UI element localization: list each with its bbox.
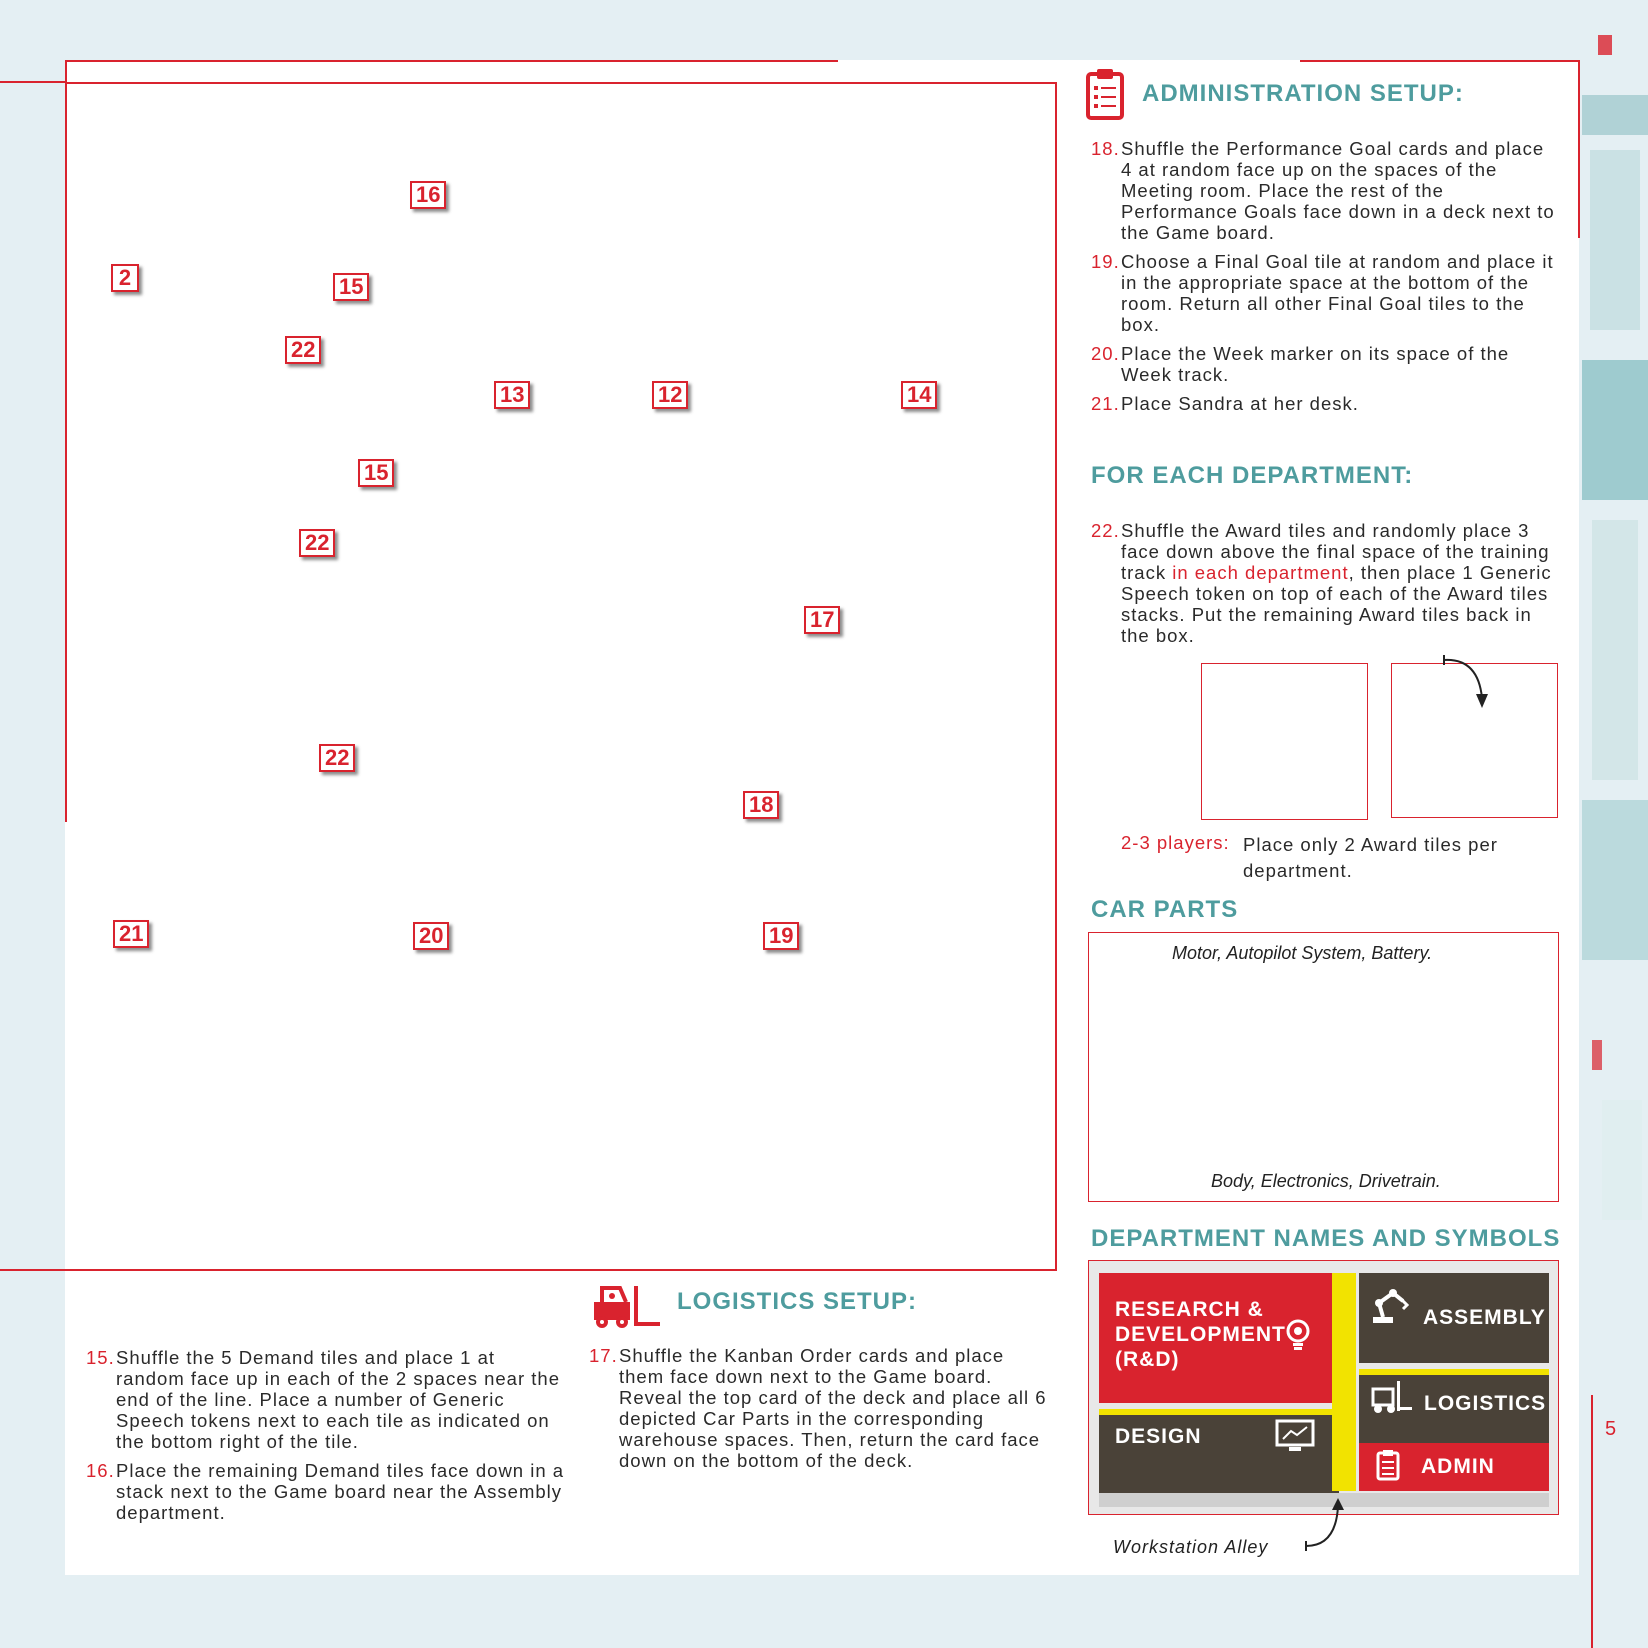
admin-steps xyxy=(1091,138,1561,422)
car-parts-image xyxy=(1088,932,1559,1202)
marker-14: 14 xyxy=(901,381,937,409)
step-16: 16. Place the remaining Demand tiles face down in a stack next to the Game board near the Assembly department. xyxy=(86,1460,565,1523)
admin-heading: ADMINISTRATION SETUP: xyxy=(1142,80,1464,107)
clipboard-small-icon xyxy=(1376,1449,1400,1481)
lightbulb-gear-icon xyxy=(1285,1319,1311,1351)
marker-15b: 15 xyxy=(358,459,394,487)
step-15: 15. Shuffle the 5 Demand tiles and place 1 at random face up in each of the 2 spaces near the end of the line. Place a number of Generic Speech tokens next to each tile as indicated on the bottom right of the tile. xyxy=(86,1347,560,1452)
marker-13: 13 xyxy=(494,381,530,409)
award-placement-image-left xyxy=(1201,663,1368,820)
marker-21: 21 xyxy=(113,920,149,948)
design-label: DESIGN xyxy=(1115,1425,1202,1448)
marker-16: 16 xyxy=(410,181,446,209)
demand-steps xyxy=(86,1347,566,1531)
car-parts-top-caption: Motor, Autopilot System, Battery. xyxy=(1172,943,1433,963)
marker-2: 2 xyxy=(111,264,139,292)
page-number: 5 xyxy=(1605,1418,1617,1440)
car-parts-bottom-caption: Body, Electronics, Drivetrain. xyxy=(1211,1171,1441,1191)
step-18: 18. Shuffle the Performance Goal cards and place 4 at random face up on the spaces of the Meeting room. Place the rest of the Performance Goals face down in a deck next to the Game board. xyxy=(1091,138,1555,243)
step-22: 22. Shuffle the Award tiles and randomly place 3 face down above the final space of the training track in each department, then place 1 Generic Speech token on top of each of the Award tiles stacks. Put the remaining Award tiles back in the box. xyxy=(1091,520,1552,646)
players-label: 2-3 players: xyxy=(1121,832,1230,853)
top-rule xyxy=(0,81,65,83)
step-17: 17. Shuffle the Kanban Order cards and place them face down next to the Game board. Reveal the top card of the deck and place all 6 depicted Car Parts in the corresponding warehouse spaces. Then, return the card face down on the bottom of the deck. xyxy=(589,1345,1047,1471)
game-board-frame xyxy=(65,82,1057,1270)
step-21: 21. Place Sandra at her desk. xyxy=(1091,393,1359,414)
logistics-label: LOGISTICS xyxy=(1424,1392,1547,1415)
top-rule-page xyxy=(65,60,838,62)
logistics-steps xyxy=(589,1345,1049,1479)
department-steps xyxy=(1091,520,1561,654)
marker-12: 12 xyxy=(652,381,688,409)
workstation-alley-caption: Workstation Alley xyxy=(1113,1537,1269,1557)
workstation-alley xyxy=(1332,1273,1356,1491)
department-board-image xyxy=(1088,1260,1559,1515)
marker-22: 22 xyxy=(285,336,321,364)
car-xray-decoration xyxy=(1582,0,1648,1300)
robot-arm-icon xyxy=(1369,1287,1409,1325)
marker-20: 20 xyxy=(413,922,449,950)
departments-heading: FOR EACH DEPARTMENT: xyxy=(1091,462,1414,489)
dept-names-heading: DEPARTMENT NAMES AND SYMBOLS xyxy=(1091,1225,1561,1252)
rnd-label: RESEARCH & DEVELOPMENT (R&D) xyxy=(1115,1298,1286,1371)
marker-15: 15 xyxy=(333,273,369,301)
marker-22b: 22 xyxy=(299,529,335,557)
marker-18: 18 xyxy=(743,791,779,819)
logistics-heading: LOGISTICS SETUP: xyxy=(677,1288,918,1315)
curved-arrow-icon xyxy=(1440,652,1492,712)
page-number-rule xyxy=(1591,1395,1593,1648)
marker-17: 17 xyxy=(804,606,840,634)
monitor-icon xyxy=(1275,1419,1315,1453)
car-parts-heading: CAR PARTS xyxy=(1091,896,1239,923)
assembly-label: ASSEMBLY xyxy=(1423,1306,1546,1329)
marker-19: 19 xyxy=(763,922,799,950)
step-19: 19. Choose a Final Goal tile at random and place it in the appropriate space at the bottom of the room. Return all other Final Goal tiles to the box. xyxy=(1091,251,1554,335)
alley-arrow-icon xyxy=(1300,1498,1344,1554)
players-text: Place only 2 Award tiles per department. xyxy=(1243,834,1498,881)
clipboard-icon xyxy=(1085,68,1125,120)
marker-22c: 22 xyxy=(319,744,355,772)
forklift-icon xyxy=(588,1282,662,1330)
forklift-small-icon xyxy=(1369,1379,1415,1415)
right-top-rule xyxy=(1300,60,1580,62)
admin-label: ADMIN xyxy=(1421,1455,1495,1478)
step-20: 20. Place the Week marker on its space of the Week track. xyxy=(1091,343,1510,385)
